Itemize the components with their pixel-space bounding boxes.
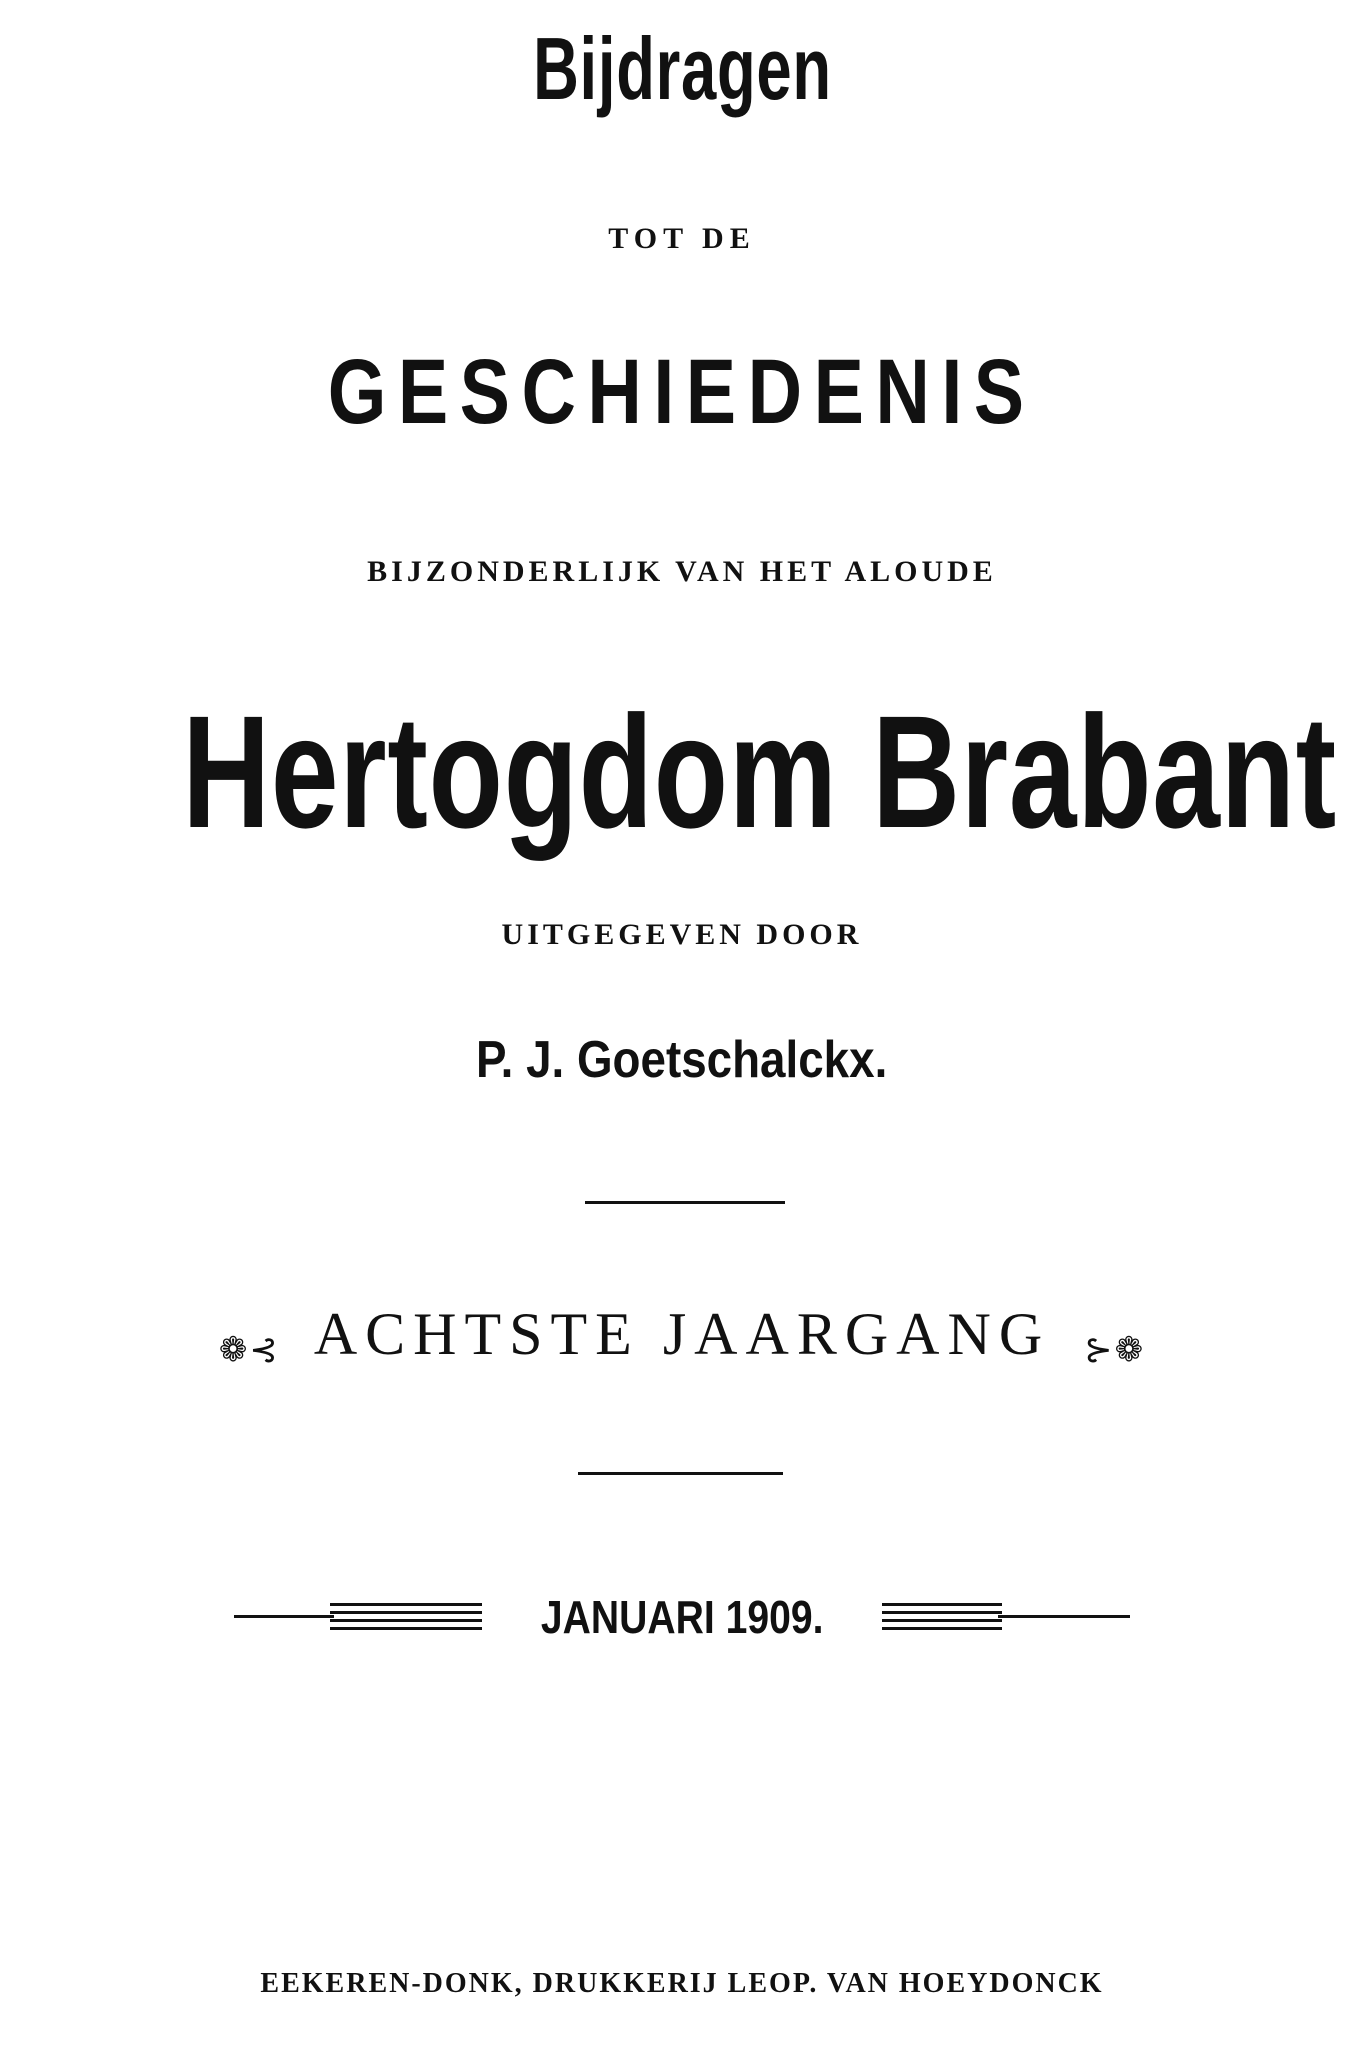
title-bijdragen: Bijdragen	[532, 19, 832, 118]
ornament-left-icon: ❁⊰	[218, 1330, 280, 1371]
author-name: P. J. Goetschalckx.	[476, 1031, 888, 1089]
subtitle-tot-de	[0, 222, 1364, 256]
subtitle-uitgegeven-door	[0, 918, 1364, 952]
subtitle-bijzonderlijk	[0, 555, 1364, 589]
left-rules-decoration	[234, 1603, 482, 1631]
subtitle-text-1: TOT DE	[608, 222, 756, 255]
title-geschiedenis-text: GESCHIEDENIS	[328, 341, 1036, 443]
title-hertogdom-text: Hertogdom Brabant	[182, 682, 1337, 861]
right-rules-decoration	[882, 1603, 1130, 1631]
divider-rule-bottom	[578, 1472, 783, 1475]
volume-text: ACHTSTE JAARGANG	[313, 1301, 1051, 1367]
date-line	[0, 1590, 1364, 1644]
volume-line	[0, 1300, 1364, 1370]
date-text: JANUARI 1909.	[540, 1591, 824, 1643]
subtitle-text-2: BIJZONDERLIJK VAN HET ALOUDE	[367, 555, 997, 588]
author-line	[0, 1030, 1364, 1090]
title-geschiedenis	[0, 340, 1364, 445]
printer-imprint	[0, 1968, 1364, 2000]
divider-rule-top	[585, 1201, 785, 1204]
printer-text: EEKEREN-DONK, DRUKKERIJ LEOP. VAN HOEYDONCK	[260, 1968, 1104, 1999]
main-title	[0, 18, 1364, 120]
subtitle-text-3: UITGEGEVEN DOOR	[501, 918, 863, 951]
title-hertogdom-brabant	[0, 680, 1364, 864]
ornament-right-icon: ⊱❁	[1084, 1330, 1146, 1371]
